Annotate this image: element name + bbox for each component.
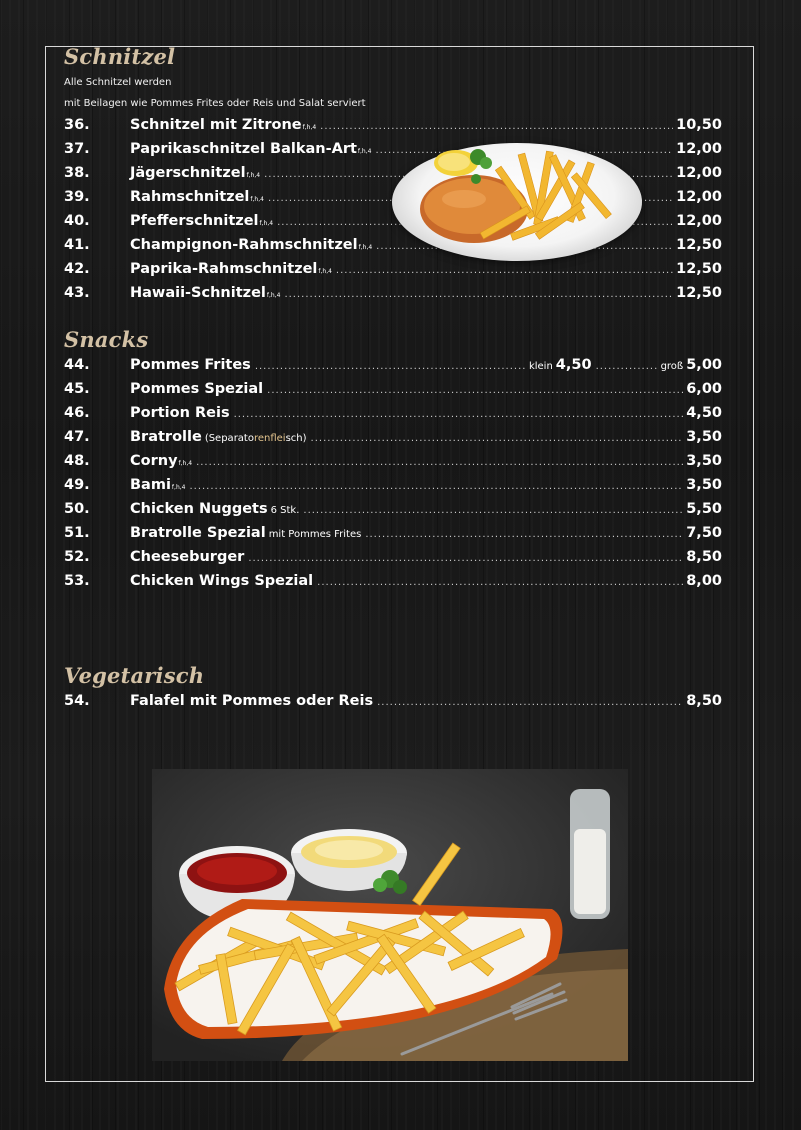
allergen-codes: f,h,4 bbox=[259, 220, 274, 227]
item-note: 6 Stk. bbox=[270, 505, 300, 516]
allergen-codes: f,h,4 bbox=[266, 292, 281, 299]
schnitzel-plate-photo bbox=[392, 143, 642, 261]
item-name: Chicken Wings Spezial bbox=[130, 573, 314, 589]
item-price: 10,50 bbox=[676, 117, 722, 133]
item-number: 43. bbox=[64, 285, 90, 301]
dot-leader bbox=[303, 505, 683, 516]
dot-leader bbox=[365, 529, 683, 540]
menu-item-51 bbox=[64, 525, 722, 547]
allergen-codes: f,h,4 bbox=[358, 244, 373, 251]
section-title-vegetarisch: Vegetarisch bbox=[64, 663, 205, 688]
item-name: Rahmschnitzel bbox=[130, 189, 250, 205]
item-name: Falafel mit Pommes oder Reis bbox=[130, 693, 374, 709]
dot-leader bbox=[377, 697, 683, 708]
item-price: 12,00 bbox=[676, 141, 722, 157]
item-price: 3,50 bbox=[686, 477, 722, 493]
allergen-codes: f,h,4 bbox=[246, 172, 261, 179]
item-name: Bratrolle Spezial bbox=[130, 525, 266, 541]
fries-illustration bbox=[152, 769, 628, 1061]
menu-item-36 bbox=[64, 117, 722, 139]
item-number: 52. bbox=[64, 549, 90, 565]
section-title-schnitzel: Schnitzel bbox=[64, 44, 176, 69]
item-name: Hawaii-Schnitzel bbox=[130, 285, 266, 301]
menu-item-54 bbox=[64, 693, 722, 715]
item-price: 8,50 bbox=[686, 549, 722, 565]
item-number: 40. bbox=[64, 213, 90, 229]
item-note: mit Pommes Frites bbox=[268, 529, 362, 540]
allergen-codes: f,h,4 bbox=[178, 460, 193, 467]
schnitzel-note-2: mit Beilagen wie Pommes Frites oder Reis und Salat serviert bbox=[64, 98, 366, 109]
schnitzel-note-1: Alle Schnitzel werden bbox=[64, 77, 172, 88]
item-number: 36. bbox=[64, 117, 90, 133]
item-price-small: 4,50 bbox=[555, 357, 592, 373]
dot-leader bbox=[248, 553, 683, 564]
item-number: 37. bbox=[64, 141, 90, 157]
item-number: 45. bbox=[64, 381, 90, 397]
item-price: 3,50 bbox=[686, 429, 722, 445]
dot-leader bbox=[311, 433, 684, 444]
dot-leader bbox=[596, 361, 658, 372]
fries-photo bbox=[152, 769, 628, 1061]
item-price: 12,00 bbox=[676, 213, 722, 229]
item-price: 3,50 bbox=[686, 453, 722, 469]
item-price: 12,50 bbox=[676, 285, 722, 301]
item-number: 39. bbox=[64, 189, 90, 205]
menu-item-49 bbox=[64, 477, 722, 499]
menu-item-45 bbox=[64, 381, 722, 403]
item-number: 51. bbox=[64, 525, 90, 541]
dot-leader bbox=[317, 577, 683, 588]
item-number: 50. bbox=[64, 501, 90, 517]
allergen-codes: f,h,4 bbox=[318, 268, 332, 275]
item-note bbox=[205, 433, 307, 444]
menu-item-46 bbox=[64, 405, 722, 427]
item-name: Pfefferschnitzel bbox=[130, 213, 259, 229]
item-number: 54. bbox=[64, 693, 90, 709]
item-note-part: (Separato bbox=[204, 433, 254, 444]
dot-leader bbox=[320, 121, 673, 132]
item-name: Bratrolle bbox=[130, 429, 202, 445]
item-name: Corny bbox=[130, 453, 178, 469]
item-name: Portion Reis bbox=[130, 405, 230, 421]
section-title-snacks: Snacks bbox=[64, 327, 149, 352]
size-label-small: klein bbox=[528, 361, 553, 372]
dot-leader bbox=[234, 409, 684, 420]
menu-item-47 bbox=[64, 429, 722, 451]
menu-item-44 bbox=[64, 357, 722, 379]
item-number: 49. bbox=[64, 477, 90, 493]
item-price-large: 5,00 bbox=[686, 357, 722, 373]
item-price: 7,50 bbox=[686, 525, 722, 541]
item-number: 46. bbox=[64, 405, 90, 421]
item-name: Pommes Frites bbox=[130, 357, 251, 373]
menu-item-52 bbox=[64, 549, 722, 571]
menu-item-48 bbox=[64, 453, 722, 475]
dot-leader bbox=[189, 481, 683, 492]
item-price: 12,50 bbox=[676, 261, 722, 277]
dot-leader bbox=[267, 385, 683, 396]
item-name: Schnitzel mit Zitrone bbox=[130, 117, 302, 133]
allergen-codes: f,h,4 bbox=[250, 196, 264, 203]
menu-item-43 bbox=[64, 285, 722, 307]
item-name: Champignon-Rahmschnitzel bbox=[130, 237, 358, 253]
item-note-highlight: renflei bbox=[253, 433, 286, 444]
item-note-part: sch) bbox=[285, 433, 307, 444]
menu-item-53 bbox=[64, 573, 722, 595]
item-number: 44. bbox=[64, 357, 90, 373]
item-price: 12,50 bbox=[676, 237, 722, 253]
item-name: Paprikaschnitzel Balkan-Art bbox=[130, 141, 357, 157]
dot-leader bbox=[284, 289, 673, 300]
item-name: Pommes Spezial bbox=[130, 381, 264, 397]
item-name: Cheeseburger bbox=[130, 549, 245, 565]
item-number: 47. bbox=[64, 429, 90, 445]
item-price: 6,00 bbox=[686, 381, 722, 397]
item-number: 38. bbox=[64, 165, 90, 181]
allergen-codes: f,h,4 bbox=[302, 124, 317, 131]
dot-leader bbox=[336, 265, 673, 276]
item-number: 48. bbox=[64, 453, 90, 469]
item-price: 12,00 bbox=[676, 165, 722, 181]
menu-item-50 bbox=[64, 501, 722, 523]
item-price: 12,00 bbox=[676, 189, 722, 205]
item-price: 5,50 bbox=[686, 501, 722, 517]
item-name: Paprika-Rahmschnitzel bbox=[130, 261, 318, 277]
item-price: 8,00 bbox=[686, 573, 722, 589]
item-name: Bami bbox=[130, 477, 171, 493]
item-number: 53. bbox=[64, 573, 90, 589]
allergen-codes: f,h,4 bbox=[357, 148, 372, 155]
dot-leader bbox=[255, 361, 526, 372]
item-price: 4,50 bbox=[686, 405, 722, 421]
item-number: 41. bbox=[64, 237, 90, 253]
item-name: Jägerschnitzel bbox=[130, 165, 246, 181]
item-number: 42. bbox=[64, 261, 90, 277]
dot-leader bbox=[196, 457, 683, 468]
allergen-codes: f,h,4 bbox=[171, 484, 186, 491]
size-label-large: groß bbox=[660, 361, 684, 372]
schnitzel-fries-illustration bbox=[392, 143, 642, 261]
menu-item-42 bbox=[64, 261, 722, 283]
item-price: 8,50 bbox=[686, 693, 722, 709]
item-name: Chicken Nuggets bbox=[130, 501, 268, 517]
